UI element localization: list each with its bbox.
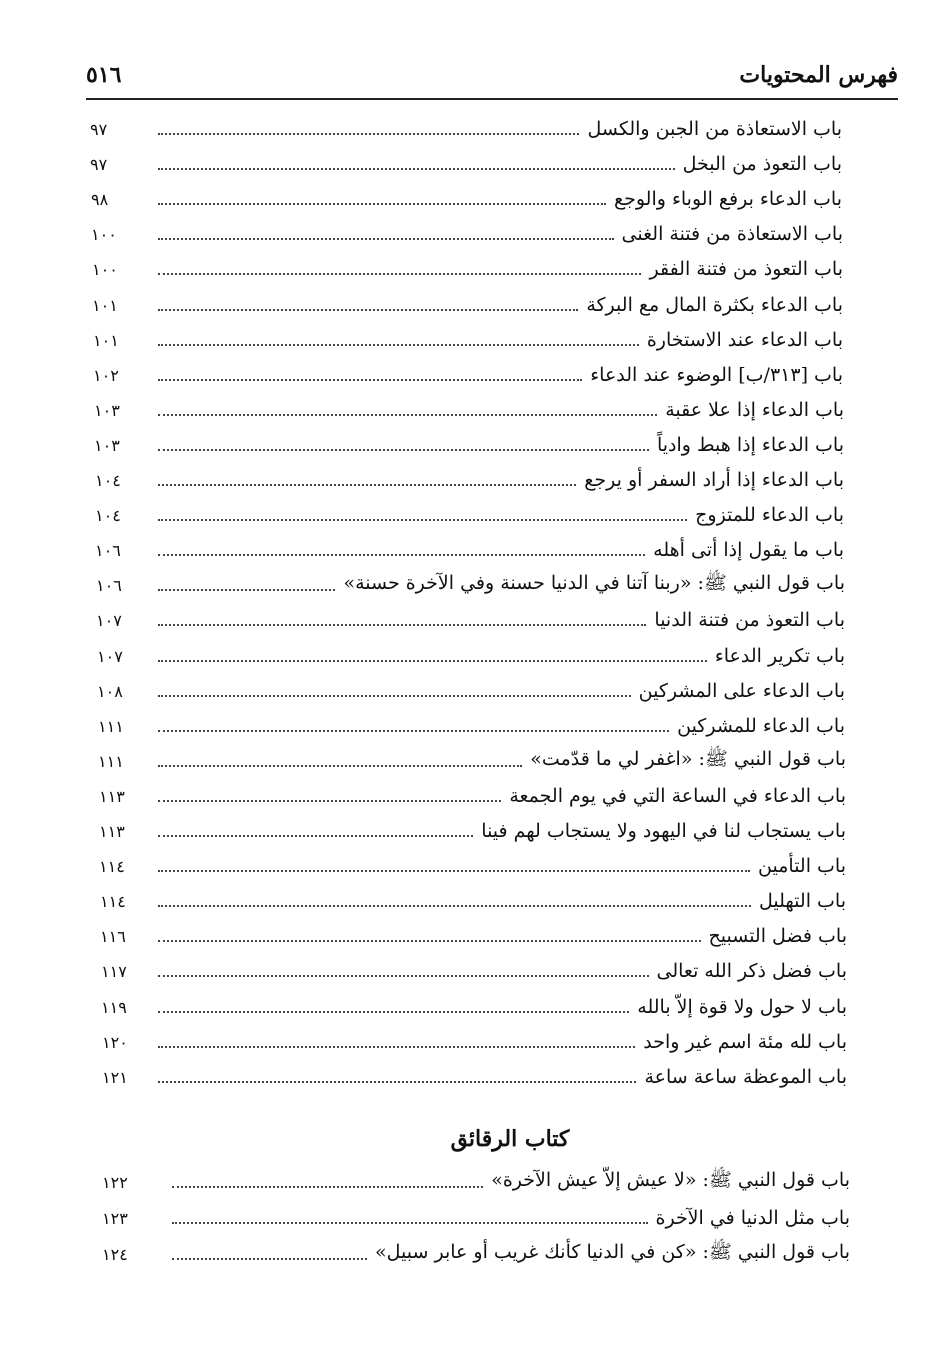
toc-entry — [158, 954, 847, 988]
toc-entry — [158, 217, 843, 251]
toc-entry-page: ١١٤ — [99, 856, 125, 876]
dot-leader — [158, 975, 649, 977]
dot-leader — [158, 1011, 629, 1013]
toc-entry-title: باب لا حول ولا قوة إلاّ بالله — [637, 996, 847, 1018]
toc-entry-page: ١١٣ — [99, 786, 125, 806]
toc-entry-page: ١٢٣ — [102, 1208, 128, 1228]
toc-entry-page: ١١٧ — [101, 961, 127, 981]
toc-entry-title: باب مثل الدنيا في الآخرة — [655, 1207, 850, 1229]
toc-entry-title: باب الدعاء برفع الوباء والوجع — [614, 188, 842, 210]
toc-entry-page: ١٠٧ — [96, 610, 122, 630]
toc-entry-page: ٩٨ — [91, 189, 109, 209]
toc-entry-title: باب التأمين — [758, 855, 846, 877]
toc-entry-title: باب الدعاء للمشركين — [677, 715, 845, 737]
dot-leader — [158, 589, 335, 591]
toc-entry — [158, 428, 844, 462]
toc-entry — [158, 1025, 847, 1059]
toc-entry-title: باب لله مئة اسم غير واحد — [643, 1031, 847, 1053]
toc-entry-title: باب فضل ذكر الله تعالى — [656, 960, 847, 982]
toc-entry-page: ١٠٠ — [91, 224, 117, 244]
dot-leader — [172, 1258, 367, 1260]
dot-leader — [158, 344, 639, 346]
dot-leader — [172, 1222, 648, 1224]
toc-entry — [158, 603, 845, 637]
toc-entry — [158, 814, 846, 848]
toc-entry — [158, 1060, 847, 1094]
toc-entry — [158, 884, 846, 918]
toc-entry-title: باب الدعاء عند الاستخارة — [646, 329, 843, 351]
dot-leader — [158, 695, 631, 697]
toc-entry-title: باب الاستعاذة من الجبن والكسل — [587, 118, 842, 140]
toc-entry-title: باب الدعاء للمتزوج — [695, 504, 844, 526]
toc-entry-page: ١٠٦ — [96, 575, 122, 595]
dot-leader — [158, 168, 675, 170]
dot-leader — [158, 449, 649, 451]
toc-entry — [158, 674, 845, 708]
toc-entry-page: ١٠٦ — [95, 540, 121, 560]
toc-entry-title: باب تكرير الدعاء — [714, 645, 845, 667]
toc-entry-page: ١٠٧ — [97, 646, 123, 666]
dot-leader — [158, 133, 579, 135]
toc-entry-page: ١١٦ — [100, 926, 126, 946]
toc-entry — [158, 533, 844, 567]
toc-entry-title: باب قول النبي ﷺ: «كن في الدنيا كأنك غريب أو عابر سبيل» — [375, 1241, 850, 1263]
toc-entry — [158, 358, 843, 392]
toc-entry-title: باب الدعاء إذا هبط وادياً — [656, 434, 844, 456]
toc-entry-title: باب الاستعاذة من فتنة الغنى — [621, 223, 843, 245]
toc-entry-title: باب قول النبي ﷺ: «ربنا آتنا في الدنيا حسنة وفي الآخرة حسنة» — [343, 572, 845, 594]
toc-entry-title: باب قول النبي ﷺ: «لا عيش إلاّ عيش الآخرة» — [491, 1169, 850, 1191]
dot-leader — [158, 870, 750, 872]
toc-entry-page: ١٢١ — [102, 1067, 128, 1087]
toc-entry-title: باب الموعظة ساعة ساعة — [644, 1066, 847, 1088]
dot-leader — [158, 238, 614, 240]
toc-entry — [158, 919, 847, 953]
toc-entry-page: ٩٧ — [90, 119, 108, 139]
toc-entry-page: ١١٤ — [100, 891, 126, 911]
toc-entry — [172, 1237, 850, 1271]
toc-entry-title: باب يستجاب لنا في اليهود ولا يستجاب لهم فينا — [481, 820, 846, 842]
dot-leader — [158, 484, 576, 486]
toc-entry-title: باب الدعاء إذا علا عقبة — [665, 399, 844, 421]
toc-entry-page: ٩٧ — [90, 154, 108, 174]
toc-entry-page: ١٠١ — [93, 330, 119, 350]
toc-entry-title: باب ما يقول إذا أتى أهله — [653, 539, 844, 561]
dot-leader — [158, 414, 657, 416]
toc-entry-title: باب الدعاء في الساعة التي في يوم الجمعة — [509, 785, 846, 807]
toc-entry-page: ١٠٨ — [97, 681, 123, 701]
toc-entry — [158, 393, 844, 427]
dot-leader — [158, 554, 645, 556]
toc-entry-page: ١٢٢ — [102, 1172, 128, 1192]
dot-leader — [158, 379, 582, 381]
toc-entry-page: ١١١ — [98, 751, 124, 771]
toc-entry — [172, 1165, 850, 1199]
toc-entry-title: باب التعوذ من البخل — [682, 153, 842, 175]
dot-leader — [158, 800, 501, 802]
toc-entry-title: باب فضل التسبيح — [708, 925, 847, 947]
toc-entry — [158, 288, 843, 322]
toc-entry — [158, 112, 842, 146]
toc-entry — [158, 639, 845, 673]
dot-leader — [158, 835, 473, 837]
toc-entry-title: باب الدعاء على المشركين — [638, 680, 845, 702]
dot-leader — [172, 1186, 483, 1188]
toc-entry-page: ١٠٤ — [95, 505, 121, 525]
toc-entry-page: ١٠٤ — [95, 470, 121, 490]
dot-leader — [158, 519, 687, 521]
toc-entry — [158, 990, 847, 1024]
toc-entry-title: باب الدعاء بكثرة المال مع البركة — [586, 294, 843, 316]
dot-leader — [158, 730, 669, 732]
toc-entry-title: باب التعوذ من فتنة الفقر — [649, 258, 843, 280]
page-number: ٥١٦ — [86, 62, 122, 88]
toc-entry — [158, 323, 843, 357]
dot-leader — [158, 309, 578, 311]
toc-entry — [158, 498, 844, 532]
toc-entry-page: ١٠٢ — [93, 365, 119, 385]
toc-entry — [158, 744, 846, 778]
dot-leader — [158, 765, 522, 767]
toc-entry-title: باب [٣١٣/ب] الوضوء عند الدعاء — [590, 364, 843, 386]
toc-entry-page: ١١٣ — [99, 821, 125, 841]
toc-entry — [158, 779, 846, 813]
toc-entry — [158, 709, 845, 743]
toc-entry-page: ١١١ — [98, 716, 124, 736]
toc-entry — [158, 568, 845, 602]
toc-entry — [158, 147, 842, 181]
running-title: فهرس المحتويات — [739, 62, 898, 88]
dot-leader — [158, 273, 641, 275]
toc-entry-page: ١٢٤ — [102, 1244, 128, 1264]
dot-leader — [158, 203, 606, 205]
dot-leader — [158, 1081, 636, 1083]
toc-entry-page: ١٠٣ — [94, 400, 120, 420]
toc-entry — [158, 252, 843, 286]
section-heading: كتاب الرقائق — [450, 1126, 570, 1152]
dot-leader — [158, 660, 707, 662]
dot-leader — [158, 624, 646, 626]
toc-entry — [158, 182, 842, 216]
toc-entry-page: ١٠٠ — [92, 259, 118, 279]
toc-entry — [158, 463, 844, 497]
dot-leader — [158, 905, 751, 907]
dot-leader — [158, 940, 701, 942]
toc-entry-title: باب التعوذ من فتنة الدنيا — [654, 609, 845, 631]
dot-leader — [158, 1046, 635, 1048]
toc-entry — [172, 1201, 850, 1235]
toc-entry-page: ١١٩ — [101, 997, 127, 1017]
toc-entry-page: ١٠١ — [92, 295, 118, 315]
toc-entry-page: ١٠٣ — [94, 435, 120, 455]
toc-entry-page: ١٢٠ — [102, 1032, 128, 1052]
toc-entry-title: باب قول النبي ﷺ: «اغفر لي ما قدّمت» — [530, 748, 846, 770]
toc-entry — [158, 849, 846, 883]
toc-entry-title: باب التهليل — [759, 890, 846, 912]
toc-entry-title: باب الدعاء إذا أراد السفر أو يرجع — [584, 469, 844, 491]
